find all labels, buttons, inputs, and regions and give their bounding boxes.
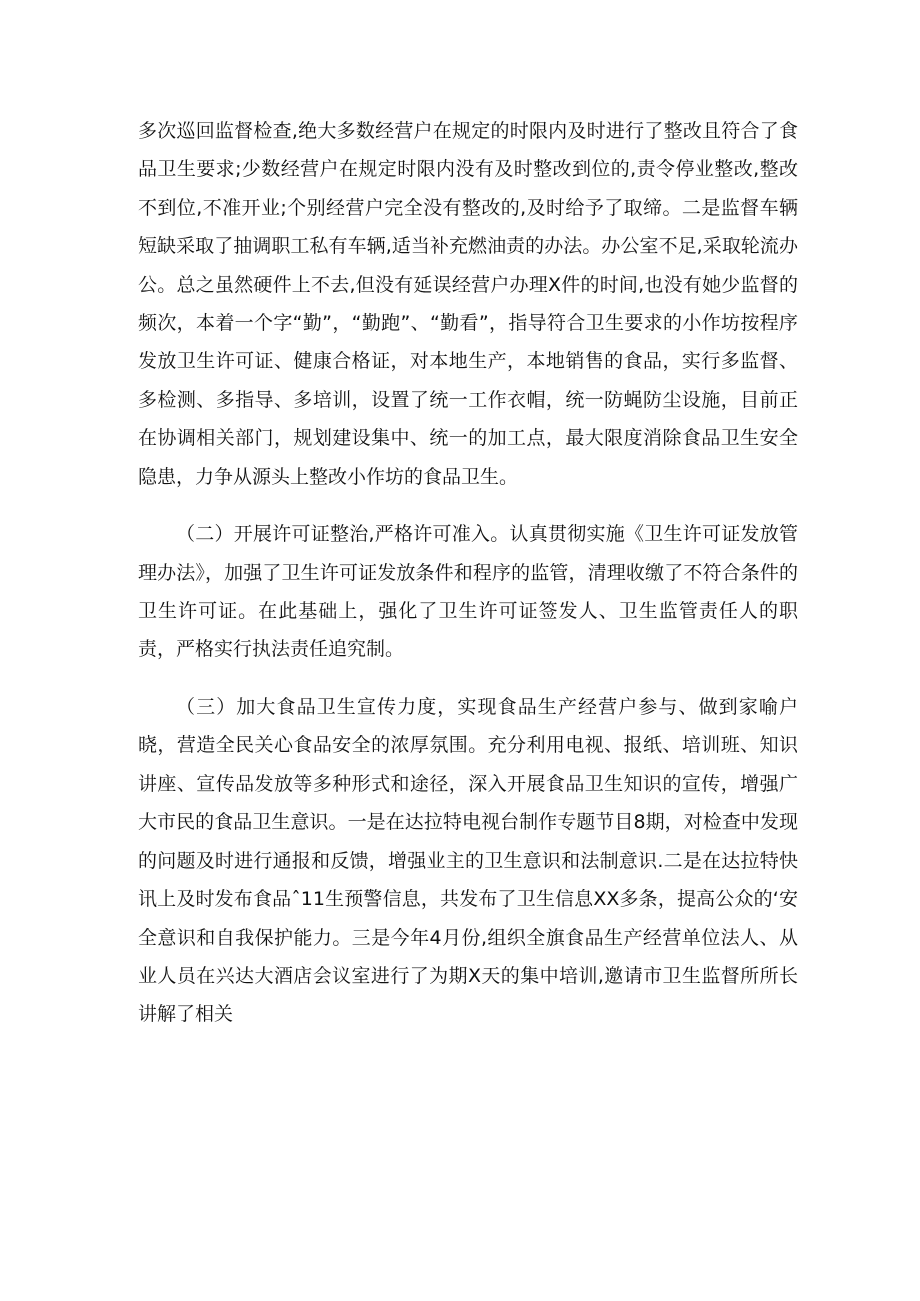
paragraph-section-2: （二）开展许可证整治,严格许可准入。认真贯彻实施《卫生许可证发放管理办法》，加强了卫生许可证发放条件和程序的监管，清理收缴了不符合条件的卫生许可证。在此基础上，强化了卫生许可证签发人、卫生监管责任人的职责，严格实行执法责任追究制。 [138, 523, 798, 661]
paragraph-section-3: （三）加大食品卫生宣传力度，实现食品生产经营户参与、做到家喻户晓，营造全民关心食品安全的浓厚氛围。充分利用电视、报纸、培训班、知识讲座、宣传品发放等多种形式和途径，深入开展食品卫生知识的宣传，增强广大市民的食品卫生意识。一是在达拉特电视台制作专题节目8期，对检查中发现的问题及时进行通报和反馈，增强业主的卫生意识和法制意识.二是在达拉特快讯上及时发布食品ˆ11生预警信息，共发布了卫生信息XX多条，提高公众的‘安全意识和自我保护能力。三是今年4月份,组织全旗食品生产经营单位法人、从业人员在兴达大酒店会议室进行了为期X天的集中培训,邀请市卫生监督所所长讲解了相关 [138, 696, 798, 1026]
document-body [138, 112, 798, 1034]
paragraph-continued: 多次巡回监督检查,绝大多数经营户在规定的时限内及时进行了整改且符合了食品卫生要求;少数经营户在规定时限内没有及时整改到位的,责令停业整改,整改不到位,不准开业;个别经营户完全没有整改的,及时给予了取缔。二是监督车辆短缺采取了抽调职工私有车辆,适当补充燃油责的办法。办公室不足,采取轮流办公。总之虽然硬件上不去,但没有延误经营户办理X件的时间,也没有她少监督的频次，本着一个字“勤”，“勤跑”、“勤看”，指导符合卫生要求的小作坊按程序发放卫生许可证、健康合格证，对本地生产，本地销售的食品，实行多监督、多检测、多指导、多培训，设置了统一工作衣帽，统一防蝇防尘设施，目前正在协调相关部门，规划建设集中、统一的加工点，最大限度消除食品卫生安全隐患，力争从源头上整改小作坊的食品卫生。 [138, 120, 798, 488]
